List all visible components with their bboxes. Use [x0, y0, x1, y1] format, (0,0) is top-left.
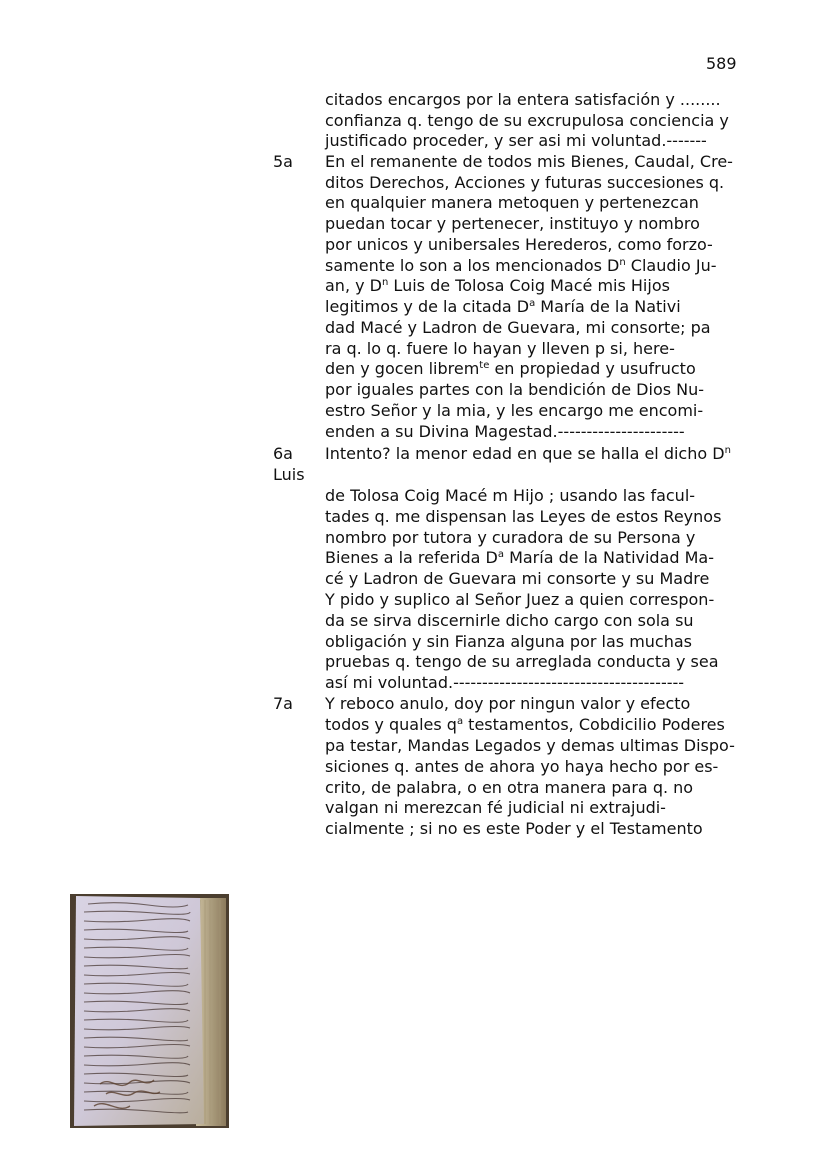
text-line: dad Macé y Ladron de Guevara, mi consorte; pa [325, 318, 711, 337]
margin-label-7a: 7a [273, 694, 293, 713]
margin-label-5a: 5a [273, 152, 293, 171]
text-line: nombro por tutora y curadora de su Persona y [325, 528, 696, 547]
margin-label-6a: 6a [273, 444, 293, 463]
page-number: 589 [706, 54, 737, 73]
text-line: ra q. lo q. fuere lo hayan y lleven p si, here- [325, 339, 675, 358]
text-line: tades q. me dispensan las Leyes de estos Reynos [325, 507, 722, 526]
text-line: de Tolosa Coig Macé m Hijo ; usando las facul- [325, 486, 696, 505]
text-line: así mi voluntad.---------------------------------------- [325, 673, 685, 692]
text-line: todos y quales $q^a$ testamentos, Cobdicilio Poderes [325, 715, 725, 734]
text-line: da se sirva discernirle dicho cargo con sola su [325, 611, 694, 630]
manuscript-photo [70, 894, 229, 1128]
text-line: siciones q. antes de ahora yo haya hecho por es- [325, 757, 719, 776]
text-line: puedan tocar y pertenecer, instituyo y nombro [325, 214, 700, 233]
text-line: estro Señor y la mia, y les encargo me encomi- [325, 401, 704, 420]
text-line: Intento? la menor edad en que se halla el dicho $D^n$ [325, 444, 731, 463]
text-line: En el remanente de todos mis Bienes, Caudal, Cre- [325, 152, 733, 171]
text-line: obligación y sin Fianza alguna por las muchas [325, 632, 692, 651]
text-line: Y pido y suplico al Señor Juez a quien correspon- [325, 590, 715, 609]
text-line: legitimos y de la citada $D^a$ María de la Nativi [325, 297, 681, 316]
text-line: ditos Derechos, Acciones y futuras succesiones q. [325, 173, 725, 192]
text-line: cialmente ; si no es este Poder y el Testamento [325, 819, 703, 838]
text-line: confianza q. tengo de su excrupulosa conciencia y [325, 111, 729, 130]
text-line: en qualquier manera metoquen y pertenezcan [325, 193, 699, 212]
text-line: den y gocen librem$^{te}$ en propiedad y usufructo [325, 359, 696, 378]
text-line: samente lo son a los mencionados $D^n$ Claudio Ju- [325, 256, 717, 275]
text-line: cé y Ladron de Guevara mi consorte y su Madre [325, 569, 710, 588]
text-line: citados encargos por la entera satisfación y ........ [325, 90, 721, 109]
text-line: enden a su Divina Magestad.---------------------- [325, 422, 685, 441]
text-line: an, y $D^n$ Luis de Tolosa Coig Macé mis Hijos [325, 276, 670, 295]
text-line: por unicos y unibersales Herederos, como forzo- [325, 235, 713, 254]
text-line: por iguales partes con la bendición de Dios Nu- [325, 380, 705, 399]
text-line: valgan ni merezcan fé judicial ni extrajudi- [325, 798, 666, 817]
text-line: pa testar, Mandas Legados y demas ultimas Dispo- [325, 736, 735, 755]
margin-label-luis: Luis [273, 465, 305, 484]
text-line: pruebas q. tengo de su arreglada conducta y sea [325, 652, 719, 671]
text-line: crito, de palabra, o en otra manera para q. no [325, 778, 694, 797]
text-line: justificado proceder, y ser asi mi voluntad.------- [325, 131, 707, 150]
text-line: Y reboco anulo, doy por ningun valor y efecto [325, 694, 691, 713]
text-line: Bienes a la referida $D^a$ María de la Natividad Ma- [325, 548, 715, 567]
